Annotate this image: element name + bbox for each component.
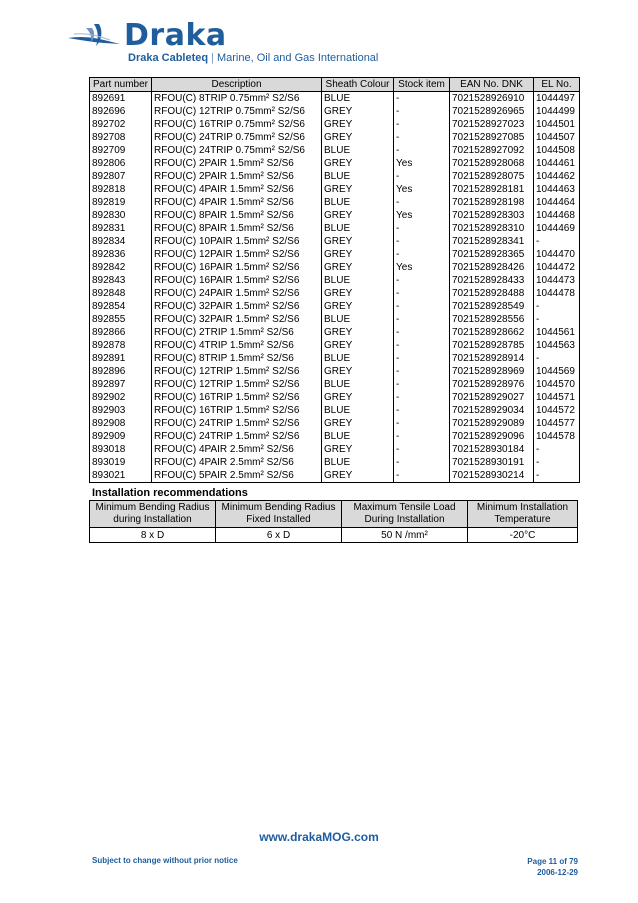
table-cell: RFOU(C) 12TRIP 1.5mm² S2/S6	[152, 365, 322, 378]
table-cell: 7021528926910	[450, 92, 534, 106]
table-row	[90, 196, 580, 209]
table-cell: 7021528928341	[450, 235, 534, 248]
table-cell: -	[394, 144, 450, 157]
table-cell: RFOU(C) 8PAIR 1.5mm² S2/S6	[152, 222, 322, 235]
table-cell: 1044569	[534, 365, 580, 378]
table-cell: GREY	[322, 300, 394, 313]
table-cell: 7021528929096	[450, 430, 534, 443]
installation-column-header	[468, 501, 578, 528]
table-cell: BLUE	[322, 378, 394, 391]
table-cell: -	[534, 469, 580, 483]
document-date: 2006-12-29	[537, 868, 578, 877]
table-cell: 892891	[90, 352, 152, 365]
column-header: Stock item	[394, 78, 450, 92]
table-cell: RFOU(C) 4PAIR 2.5mm² S2/S6	[152, 456, 322, 469]
table-cell: -	[394, 105, 450, 118]
table-cell: RFOU(C) 10PAIR 1.5mm² S2/S6	[152, 235, 322, 248]
table-row	[90, 339, 580, 352]
table-cell: RFOU(C) 24TRIP 1.5mm² S2/S6	[152, 430, 322, 443]
table-cell: BLUE	[322, 404, 394, 417]
table-cell: -	[394, 235, 450, 248]
table-cell: 1044462	[534, 170, 580, 183]
brand-tagline	[128, 52, 378, 64]
table-cell: BLUE	[322, 430, 394, 443]
tagline-division: Marine, Oil and Gas International	[216, 52, 379, 64]
table-cell: Yes	[394, 183, 450, 196]
table-cell: 892909	[90, 430, 152, 443]
table-cell: -	[394, 443, 450, 456]
table-row	[90, 404, 580, 417]
table-cell: 7021528928198	[450, 196, 534, 209]
table-cell: GREY	[322, 235, 394, 248]
table-cell: -	[394, 469, 450, 483]
table-cell: -	[394, 300, 450, 313]
table-cell: 892834	[90, 235, 152, 248]
table-row	[90, 326, 580, 339]
column-header: EAN No. DNK	[450, 78, 534, 92]
header-line: during Installation	[113, 514, 192, 525]
table-cell: 7021528926965	[450, 105, 534, 118]
footer-page-info	[527, 856, 578, 878]
table-cell: -	[394, 417, 450, 430]
table-cell: -	[394, 391, 450, 404]
table-cell: 1044563	[534, 339, 580, 352]
table-cell: -	[534, 456, 580, 469]
table-cell: 892866	[90, 326, 152, 339]
table-cell: 892708	[90, 131, 152, 144]
table-cell: GREY	[322, 417, 394, 430]
table-cell: BLUE	[322, 222, 394, 235]
table-row	[90, 469, 580, 483]
table-row	[90, 313, 580, 326]
table-cell: 893021	[90, 469, 152, 483]
table-cell: 892819	[90, 196, 152, 209]
table-cell: 892896	[90, 365, 152, 378]
footer-disclaimer: Subject to change without prior notice	[92, 856, 238, 865]
table-cell: 7021528928976	[450, 378, 534, 391]
table-cell: 892902	[90, 391, 152, 404]
table-cell: 1044469	[534, 222, 580, 235]
header-line: Fixed Installed	[246, 514, 311, 525]
table-cell: 892709	[90, 144, 152, 157]
installation-header-row	[90, 501, 578, 528]
table-cell: -	[394, 339, 450, 352]
header-line: Minimum Installation	[476, 502, 569, 513]
draka-logo-icon	[66, 20, 122, 52]
header-line: Temperature	[494, 514, 551, 525]
table-cell: 7021528928785	[450, 339, 534, 352]
table-cell: 7021528928914	[450, 352, 534, 365]
table-row	[90, 300, 580, 313]
installation-value: 8 x D	[90, 528, 216, 543]
tagline-company: Draka Cableteq	[128, 52, 209, 64]
page-header	[66, 14, 586, 70]
table-cell: -	[394, 248, 450, 261]
table-cell: GREY	[322, 157, 394, 170]
table-cell: RFOU(C) 16PAIR 1.5mm² S2/S6	[152, 261, 322, 274]
table-cell: BLUE	[322, 92, 394, 106]
table-cell: RFOU(C) 12TRIP 0.75mm² S2/S6	[152, 105, 322, 118]
table-cell: 892903	[90, 404, 152, 417]
table-cell: 1044570	[534, 378, 580, 391]
installation-column-header	[216, 501, 342, 528]
table-row	[90, 443, 580, 456]
installation-column-header	[342, 501, 468, 528]
table-cell: 1044507	[534, 131, 580, 144]
table-row	[90, 144, 580, 157]
table-cell: 7021528930184	[450, 443, 534, 456]
table-cell: RFOU(C) 16PAIR 1.5mm² S2/S6	[152, 274, 322, 287]
footer-website: www.drakaMOG.com	[259, 830, 379, 844]
table-cell: 1044577	[534, 417, 580, 430]
table-cell: 1044461	[534, 157, 580, 170]
table-cell: 1044497	[534, 92, 580, 106]
table-cell: RFOU(C) 8TRIP 1.5mm² S2/S6	[152, 352, 322, 365]
table-cell: 893019	[90, 456, 152, 469]
table-cell: -	[394, 92, 450, 106]
table-cell: -	[394, 313, 450, 326]
table-cell: 7021528927085	[450, 131, 534, 144]
installation-value: 6 x D	[216, 528, 342, 543]
installation-column-header	[90, 501, 216, 528]
table-cell: 7021528929034	[450, 404, 534, 417]
table-cell: 1044578	[534, 430, 580, 443]
table-row	[90, 209, 580, 222]
table-cell: 892702	[90, 118, 152, 131]
table-cell: GREY	[322, 248, 394, 261]
table-cell: GREY	[322, 118, 394, 131]
header-line: Minimum Bending Radius	[221, 502, 336, 513]
table-cell: 7021528927023	[450, 118, 534, 131]
table-row	[90, 417, 580, 430]
table-row	[90, 170, 580, 183]
installation-values-row	[90, 528, 578, 543]
table-cell: BLUE	[322, 170, 394, 183]
header-line: Minimum Bending Radius	[95, 502, 210, 513]
table-cell: RFOU(C) 2PAIR 1.5mm² S2/S6	[152, 170, 322, 183]
table-cell: RFOU(C) 4PAIR 1.5mm² S2/S6	[152, 196, 322, 209]
table-cell: -	[394, 170, 450, 183]
table-row	[90, 183, 580, 196]
table-cell: Yes	[394, 261, 450, 274]
table-cell: RFOU(C) 16TRIP 1.5mm² S2/S6	[152, 404, 322, 417]
table-cell: RFOU(C) 24TRIP 0.75mm² S2/S6	[152, 131, 322, 144]
table-row	[90, 378, 580, 391]
table-cell: Yes	[394, 157, 450, 170]
table-cell: 1044473	[534, 274, 580, 287]
table-cell: -	[394, 274, 450, 287]
table-cell: RFOU(C) 4PAIR 2.5mm² S2/S6	[152, 443, 322, 456]
table-cell: 7021528928433	[450, 274, 534, 287]
table-cell: GREY	[322, 183, 394, 196]
table-row	[90, 92, 580, 106]
table-cell: -	[534, 300, 580, 313]
table-cell: RFOU(C) 16TRIP 0.75mm² S2/S6	[152, 118, 322, 131]
table-cell: 1044472	[534, 261, 580, 274]
table-cell: 1044499	[534, 105, 580, 118]
table-cell: -	[534, 352, 580, 365]
table-cell: BLUE	[322, 274, 394, 287]
table-cell: GREY	[322, 131, 394, 144]
parts-table-header-row	[90, 78, 580, 92]
table-cell: 7021528928662	[450, 326, 534, 339]
table-cell: 892807	[90, 170, 152, 183]
table-cell: GREY	[322, 209, 394, 222]
table-row	[90, 118, 580, 131]
header-line: During Installation	[364, 514, 445, 525]
table-cell: 7021528927092	[450, 144, 534, 157]
installation-value: 50 N /mm²	[342, 528, 468, 543]
table-cell: -	[534, 443, 580, 456]
table-cell: 7021528928365	[450, 248, 534, 261]
table-cell: -	[394, 456, 450, 469]
table-cell: 7021528928068	[450, 157, 534, 170]
table-cell: BLUE	[322, 456, 394, 469]
installation-title: Installation recommendations	[92, 487, 248, 499]
table-cell: -	[394, 326, 450, 339]
table-cell: 1044463	[534, 183, 580, 196]
table-cell: RFOU(C) 8TRIP 0.75mm² S2/S6	[152, 92, 322, 106]
table-cell: RFOU(C) 12TRIP 1.5mm² S2/S6	[152, 378, 322, 391]
table-cell: 892843	[90, 274, 152, 287]
table-cell: RFOU(C) 16TRIP 1.5mm² S2/S6	[152, 391, 322, 404]
table-cell: RFOU(C) 24PAIR 1.5mm² S2/S6	[152, 287, 322, 300]
table-row	[90, 131, 580, 144]
table-cell: 892831	[90, 222, 152, 235]
column-header: Sheath Colour	[322, 78, 394, 92]
table-row	[90, 261, 580, 274]
table-row	[90, 274, 580, 287]
table-cell: -	[394, 196, 450, 209]
table-cell: 892855	[90, 313, 152, 326]
table-cell: 7021528930191	[450, 456, 534, 469]
table-cell: 892842	[90, 261, 152, 274]
table-row	[90, 287, 580, 300]
table-cell: -	[534, 313, 580, 326]
table-cell: 1044468	[534, 209, 580, 222]
table-cell: 1044470	[534, 248, 580, 261]
table-row	[90, 430, 580, 443]
table-cell: GREY	[322, 391, 394, 404]
table-cell: -	[394, 378, 450, 391]
tagline-separator: |	[211, 52, 214, 64]
table-row	[90, 248, 580, 261]
table-cell: 1044501	[534, 118, 580, 131]
installation-table	[89, 500, 578, 543]
table-cell: -	[394, 131, 450, 144]
table-cell: 7021528929089	[450, 417, 534, 430]
table-cell: 892908	[90, 417, 152, 430]
table-cell: 7021528928303	[450, 209, 534, 222]
table-cell: RFOU(C) 4TRIP 1.5mm² S2/S6	[152, 339, 322, 352]
table-cell: 7021528928488	[450, 287, 534, 300]
table-cell: RFOU(C) 24TRIP 0.75mm² S2/S6	[152, 144, 322, 157]
parts-table-body	[90, 92, 580, 483]
table-cell: 7021528928969	[450, 365, 534, 378]
table-cell: RFOU(C) 24TRIP 1.5mm² S2/S6	[152, 417, 322, 430]
table-cell: 1044464	[534, 196, 580, 209]
table-row	[90, 365, 580, 378]
table-cell: GREY	[322, 105, 394, 118]
table-cell: BLUE	[322, 196, 394, 209]
table-cell: 892897	[90, 378, 152, 391]
table-row	[90, 222, 580, 235]
table-row	[90, 352, 580, 365]
table-row	[90, 391, 580, 404]
table-cell: BLUE	[322, 144, 394, 157]
table-cell: RFOU(C) 2PAIR 1.5mm² S2/S6	[152, 157, 322, 170]
table-cell: 892806	[90, 157, 152, 170]
table-cell: 7021528928426	[450, 261, 534, 274]
table-cell: GREY	[322, 365, 394, 378]
table-cell: RFOU(C) 32PAIR 1.5mm² S2/S6	[152, 313, 322, 326]
table-cell: 892818	[90, 183, 152, 196]
table-row	[90, 157, 580, 170]
table-cell: BLUE	[322, 313, 394, 326]
table-cell: 892878	[90, 339, 152, 352]
table-cell: 1044572	[534, 404, 580, 417]
table-cell: -	[534, 235, 580, 248]
parts-table	[89, 77, 580, 483]
table-row	[90, 235, 580, 248]
table-cell: GREY	[322, 469, 394, 483]
table-cell: RFOU(C) 8PAIR 1.5mm² S2/S6	[152, 209, 322, 222]
table-cell: 1044508	[534, 144, 580, 157]
table-cell: 893018	[90, 443, 152, 456]
table-cell: RFOU(C) 2TRIP 1.5mm² S2/S6	[152, 326, 322, 339]
table-row	[90, 105, 580, 118]
table-cell: -	[394, 404, 450, 417]
brand-name: Draka	[124, 18, 227, 53]
table-cell: RFOU(C) 12PAIR 1.5mm² S2/S6	[152, 248, 322, 261]
column-header: Description	[152, 78, 322, 92]
installation-value: -20°C	[468, 528, 578, 543]
column-header: Part number	[90, 78, 152, 92]
table-cell: BLUE	[322, 352, 394, 365]
table-cell: 892830	[90, 209, 152, 222]
table-cell: -	[394, 118, 450, 131]
table-cell: RFOU(C) 32PAIR 1.5mm² S2/S6	[152, 300, 322, 313]
table-cell: 892691	[90, 92, 152, 106]
table-cell: RFOU(C) 4PAIR 1.5mm² S2/S6	[152, 183, 322, 196]
table-cell: 1044561	[534, 326, 580, 339]
table-row	[90, 456, 580, 469]
table-cell: 7021528928556	[450, 313, 534, 326]
table-cell: 7021528928310	[450, 222, 534, 235]
table-cell: -	[394, 365, 450, 378]
table-cell: GREY	[322, 326, 394, 339]
table-cell: 892836	[90, 248, 152, 261]
table-cell: 892696	[90, 105, 152, 118]
column-header: EL No.	[534, 78, 580, 92]
table-cell: GREY	[322, 443, 394, 456]
header-line: Maximum Tensile Load	[353, 502, 456, 513]
table-cell: GREY	[322, 339, 394, 352]
table-cell: -	[394, 287, 450, 300]
table-cell: -	[394, 352, 450, 365]
table-cell: 7021528929027	[450, 391, 534, 404]
table-cell: Yes	[394, 209, 450, 222]
table-cell: 7021528928181	[450, 183, 534, 196]
table-cell: 892848	[90, 287, 152, 300]
table-cell: 1044478	[534, 287, 580, 300]
table-cell: -	[394, 430, 450, 443]
table-cell: -	[394, 222, 450, 235]
table-cell: GREY	[322, 287, 394, 300]
table-cell: GREY	[322, 261, 394, 274]
table-cell: RFOU(C) 5PAIR 2.5mm² S2/S6	[152, 469, 322, 483]
page-number: Page 11 of 79	[527, 857, 578, 866]
table-cell: 892854	[90, 300, 152, 313]
table-cell: 7021528930214	[450, 469, 534, 483]
table-cell: 7021528928075	[450, 170, 534, 183]
table-cell: 1044571	[534, 391, 580, 404]
table-cell: 7021528928549	[450, 300, 534, 313]
